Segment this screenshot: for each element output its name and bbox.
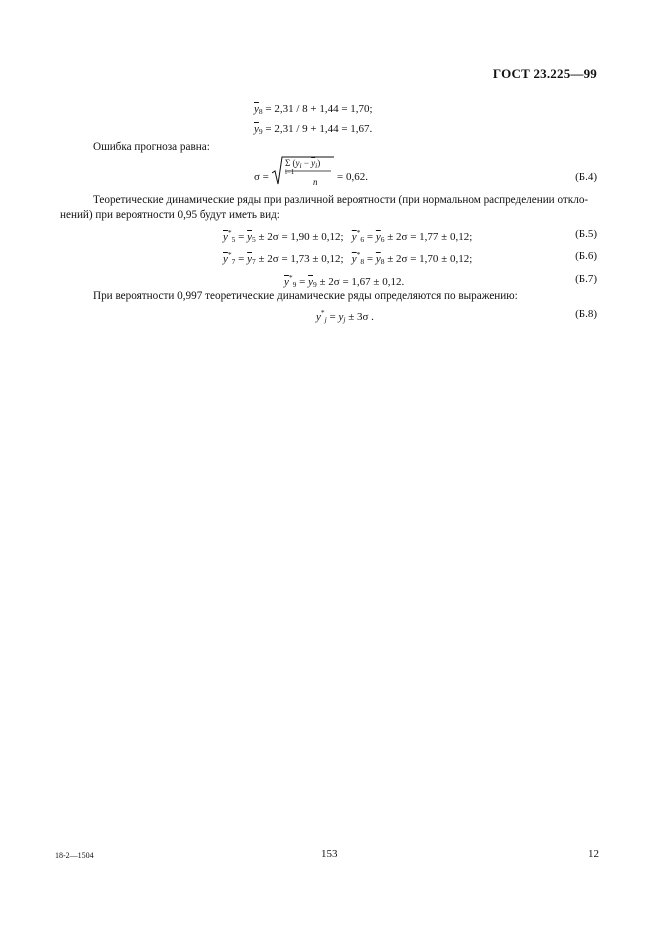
sigma-yi: y: [295, 158, 300, 168]
eq-y9-sub: 9: [258, 127, 263, 136]
footer-page-number: 153: [321, 848, 338, 860]
b6-a-rhs: =: [238, 253, 248, 265]
sigma-sum: Σ: [285, 158, 291, 168]
equation-b6: [223, 250, 472, 266]
b6-b-rhs: =: [366, 253, 376, 265]
sigma-lower-index: i=1: [285, 168, 295, 176]
eq-y8-var: $\overline{y}$: [254, 103, 259, 115]
sigma-open: (: [292, 158, 296, 168]
b6-a: $\overline{y}$: [223, 253, 228, 265]
equation-number-b7: (Б.7): [575, 273, 597, 285]
equation-number-b8: (Б.8): [575, 308, 597, 320]
equation-b8: [316, 308, 374, 324]
b5-a-bar: $\overline{y}$: [247, 231, 252, 243]
b7-a: $\overline{y}$: [284, 276, 289, 288]
sigma-i2: i: [315, 161, 318, 170]
sigma-minus: −: [303, 158, 309, 168]
b8-b: y: [338, 311, 344, 323]
b5-b: $\overline{y}$: [351, 231, 357, 243]
sigma-close: ): [317, 158, 321, 168]
b5-a-bar-sub: 5: [252, 235, 256, 244]
b8-a-sup: *: [320, 308, 325, 317]
eq-y8-sub: 8: [258, 107, 263, 116]
b6-b-sup: *: [356, 250, 361, 259]
paragraph-theory-line1: Теоретические динамические ряды при различной вероятности (при нормальном распределении откло-: [93, 194, 589, 206]
b5-a-rhs: =: [238, 231, 248, 243]
b6-a-sup: *: [227, 250, 232, 259]
b5-a-tail: ± 2σ = 1,90 ± 0,12;: [255, 231, 344, 243]
paragraph-theory-line2: нений) при вероятности 0,95 будут иметь вид:: [60, 209, 280, 221]
equation-y9: [254, 123, 372, 136]
b6-a-bar-sub: 7: [252, 257, 256, 266]
b8-mid: =: [326, 311, 339, 323]
b6-a-bar: $\overline{y}$: [247, 253, 252, 265]
eq-y8-rhs: = 2,31 / 8 + 1,44 = 1,70;: [265, 103, 373, 115]
eq-y9-rhs: = 2,31 / 9 + 1,44 = 1,67.: [265, 123, 373, 135]
equation-b5: [223, 228, 472, 244]
b5-b-bar: $\overline{y}$: [375, 231, 381, 243]
sigma-yhat: $\overline{y}$: [311, 158, 316, 168]
b7-a-bar: $\overline{y}$: [308, 276, 313, 288]
b7-a-sub: 9: [292, 280, 297, 289]
footer-sheet-number: 12: [588, 848, 599, 860]
sigma-denominator: n: [313, 177, 318, 187]
equation-b7: [284, 273, 404, 289]
b8-tail: ± 3σ .: [345, 311, 374, 323]
b5-a-sub: 5: [231, 235, 236, 244]
equation-number-b5: (Б.5): [575, 228, 597, 240]
b5-b-bar-sub: 6: [380, 235, 385, 244]
paragraph-probability-0997: При вероятности 0,997 теоретические динамические ряды определяются по выражению:: [93, 290, 518, 302]
sigma-lhs: σ =: [254, 171, 269, 183]
b7-a-sup: *: [288, 273, 293, 282]
b6-b-bar-sub: 8: [380, 257, 385, 266]
footer-print-code: 18-2—1504: [55, 851, 94, 860]
b5-b-sub: 6: [360, 235, 365, 244]
eq-y9-var: $\overline{y}$: [254, 123, 259, 135]
b6-b-bar: $\overline{y}$: [375, 253, 381, 265]
b5-a-sup: *: [227, 228, 232, 237]
equation-number-b6: (Б.6): [575, 250, 597, 262]
b6-a-sub: 7: [231, 257, 236, 266]
b5-b-rhs: =: [366, 231, 376, 243]
paragraph-error: Ошибка прогноза равна:: [93, 141, 210, 153]
equation-number-b4: (Б.4): [575, 171, 597, 183]
b7-a-rhs: =: [299, 276, 309, 288]
sigma-rhs: = 0,62.: [337, 171, 368, 183]
b6-b-sub: 8: [360, 257, 365, 266]
b6-a-tail: ± 2σ = 1,73 ± 0,12;: [255, 253, 344, 265]
b8-b-sub: j: [343, 315, 346, 324]
b7-a-tail: ± 2σ = 1,67 ± 0,12.: [316, 276, 405, 288]
b6-b-tail: ± 2σ = 1,70 ± 0,12;: [384, 253, 473, 265]
sigma-i: i: [299, 161, 302, 170]
b5-b-tail: ± 2σ = 1,77 ± 0,12;: [384, 231, 473, 243]
document-header: ГОСТ 23.225—99: [492, 66, 597, 81]
b7-a-bar-sub: 9: [313, 280, 317, 289]
b8-a-sub: j: [324, 315, 327, 324]
b6-b: $\overline{y}$: [351, 253, 357, 265]
equation-y8: [254, 103, 373, 116]
b8-a: y: [316, 311, 321, 323]
b5-a: $\overline{y}$: [223, 231, 228, 243]
b5-b-sup: *: [356, 228, 361, 237]
